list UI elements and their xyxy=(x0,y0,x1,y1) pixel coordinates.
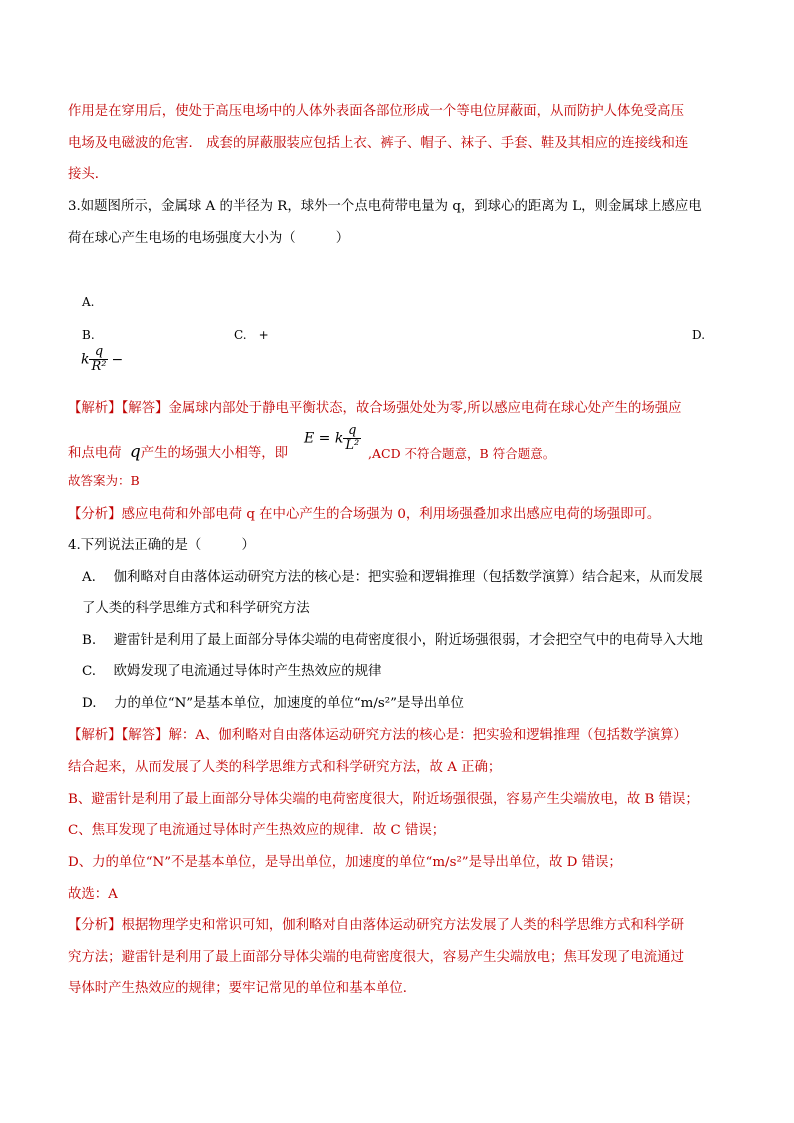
q4-option-a-line-2: 了人类的科学思维方式和科学研究方法 xyxy=(82,601,310,616)
formula-k: k xyxy=(81,351,90,368)
q3-option-a: A. xyxy=(82,295,95,309)
q4-stem: 4.下列说法正确的是（ ） xyxy=(68,538,255,553)
q4-answer: 故选：A xyxy=(68,887,118,902)
formula-numerator: q xyxy=(94,344,104,359)
q4-analysis-line-4: C、焦耳发现了电流通过导体时产生热效应的规律．故 C 错误； xyxy=(68,823,446,838)
analysis-tag: 【解析】【解答】 xyxy=(68,728,169,743)
q4-option-c: C. 欧姆发现了电流通过导体时产生热效应的规律 xyxy=(82,664,382,679)
q4-option-a-line-1: A. 伽利略对自由落体运动研究方法的核心是：把实验和逻辑推理（包括数学演算）结合起来，从而发展 xyxy=(82,570,703,585)
q3-option-b-formula xyxy=(81,345,123,374)
fenxi-tag: 【分析】 xyxy=(68,918,122,933)
intro-line-3: 接头． xyxy=(68,167,109,182)
q3-answer: 故答案为：B xyxy=(68,473,140,488)
q3-analysis-line-2-end: ,ACD 不符合题意，B 符合题意。 xyxy=(368,446,556,461)
charge-q: q xyxy=(129,442,141,462)
q3-stem-line-1: 3.如题图所示，金属球 A 的半径为 R，球外一个点电荷带电量为 q，到球心的距离为 L，则金属球上感应电 xyxy=(68,199,702,214)
q4-fenxi-line-3: 导体时产生热效应的规律；要牢记常见的单位和基本单位． xyxy=(68,981,417,996)
analysis-tag: 【解析】【解答】 xyxy=(68,401,169,416)
intro-line-1: 作用是在穿用后，使处于高压电场中的人体外表面各部位形成一个等电位屏蔽面，从而防护人体免受高压 xyxy=(68,104,684,119)
q3-analysis-equation: E = k $\frac{q}{\text{L²}}$ xyxy=(304,423,360,453)
formula-denominator: R² xyxy=(91,359,107,374)
q3-analysis-line-2: 和点电荷 q产生的场强大小相等，即 xyxy=(68,442,289,462)
q4-fenxi-line-2: 究方法；避雷针是利用了最上面部分导体尖端的电荷密度很大，容易产生尖端放电；焦耳发现了电流通过 xyxy=(68,950,684,965)
intro-line-2: 电场及电磁波的危害． 成套的屏蔽服装应包括上衣、裤子、帽子、袜子、手套、鞋及其相应的连接线和连 xyxy=(68,136,689,151)
q4-fenxi-line-1: 【分析】根据物理学史和常识可知，伽利略对自由落体运动研究方法发展了人类的科学思维方式和科学研 xyxy=(68,918,684,933)
q3-option-c: C. + xyxy=(234,328,269,342)
fenxi-tag: 【分析】 xyxy=(68,507,122,522)
q3-fenxi: 【分析】感应电荷和外部电荷 q 在中心产生的合场强为 0，利用场强叠加求出感应电荷的场强即可。 xyxy=(68,507,661,522)
q4-analysis-line-3: B、避雷针是利用了最上面部分导体尖端的电荷密度很大，附近场强很强，容易产生尖端放电，故 B 错误； xyxy=(68,792,699,807)
q3-stem-line-2: 荷在球心产生电场的电场强度大小为（ ） xyxy=(68,231,350,246)
q3-option-d: D. xyxy=(692,328,706,342)
q4-option-d: D. 力的单位“N”是基本单位，加速度的单位“m/s²”是导出单位 xyxy=(82,696,464,711)
q4-analysis-line-1: 【解析】【解答】解：A、伽利略对自由落体运动研究方法的核心是：把实验和逻辑推理（包括数学演算） xyxy=(68,728,687,743)
q4-analysis-line-5: D、力的单位“N”不是基本单位，是导出单位，加速度的单位“m/s²”是导出单位，故 D 错误； xyxy=(68,855,622,870)
q3-analysis-line-1: 【解析】【解答】金属球内部处于静电平衡状态，故合场强处处为零,所以感应电荷在球心处产生的场强应 xyxy=(68,401,682,416)
q4-analysis-line-2: 结合起来，从而发展了人类的科学思维方式和科学研究方法，故 A 正确； xyxy=(68,760,502,775)
q4-option-b: B. 避雷针是利用了最上面部分导体尖端的电荷密度很小，附近场强很弱，才会把空气中的电荷导入大地 xyxy=(82,633,703,648)
q3-option-b: B. xyxy=(82,328,95,342)
formula-tail: − xyxy=(111,351,124,368)
